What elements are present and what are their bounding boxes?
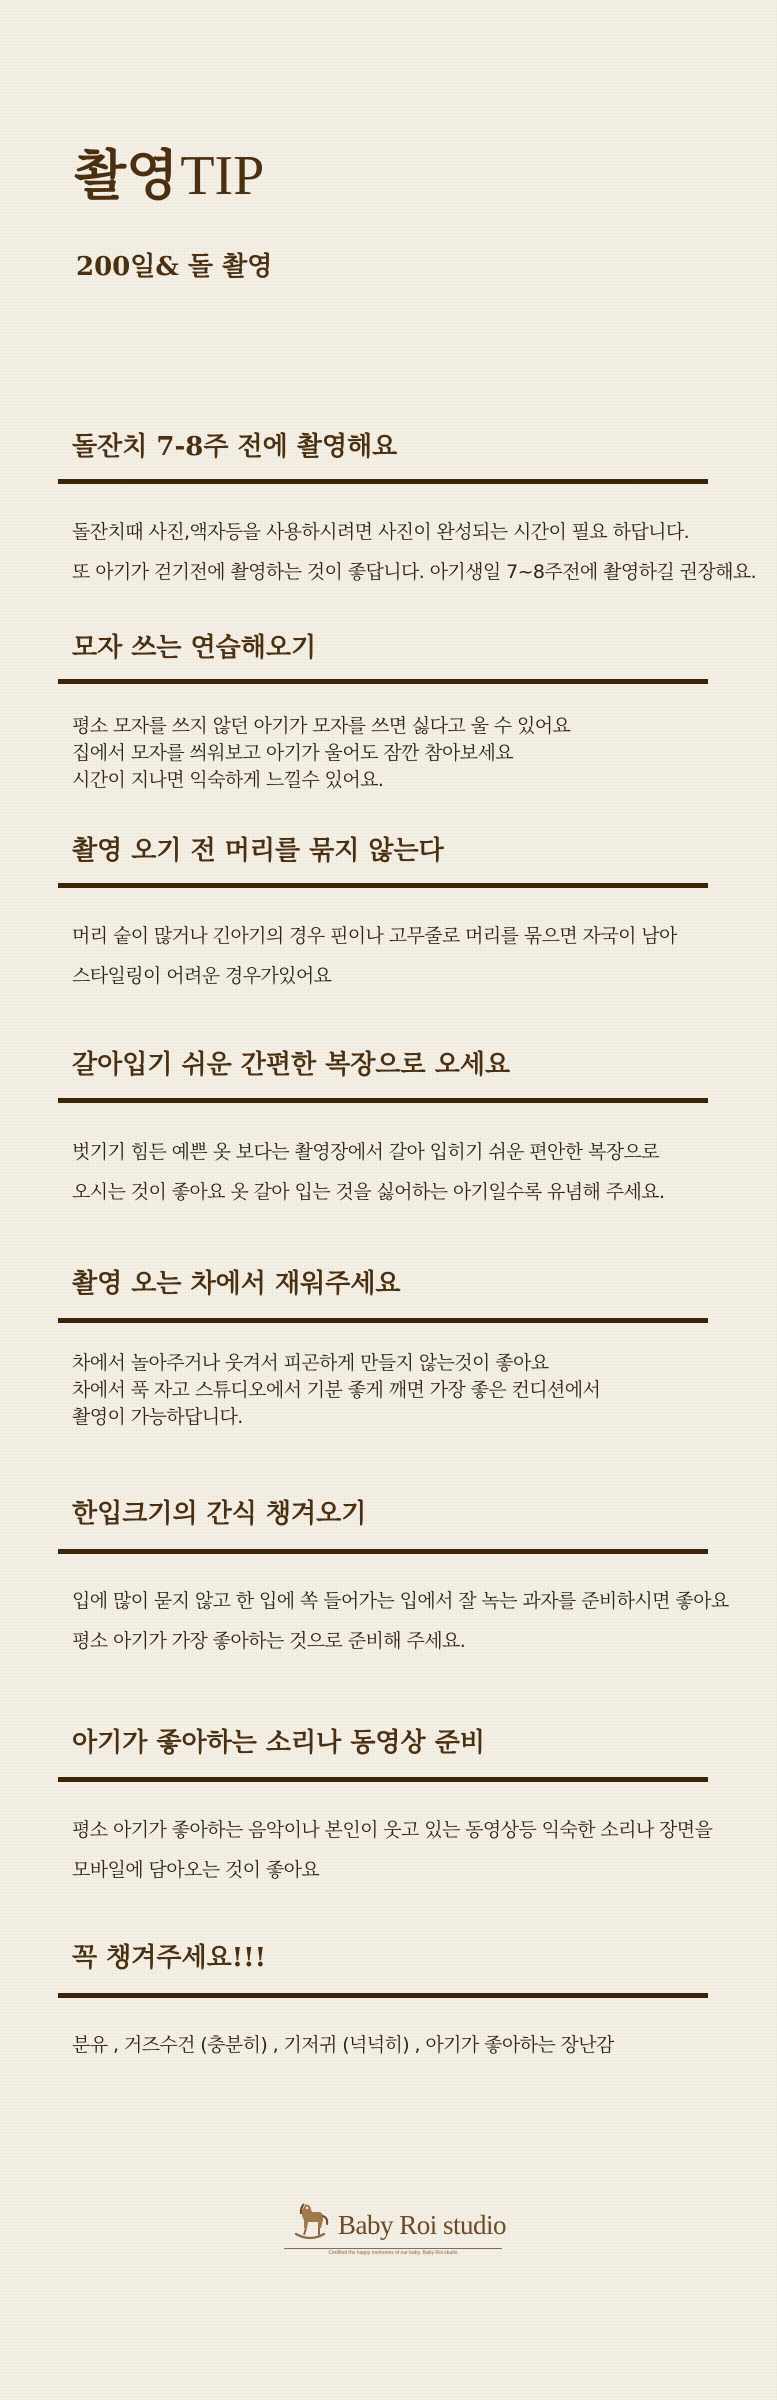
section-heading: 한입크기의 간식 챙겨오기 [72, 1499, 367, 1529]
body-line: 오시는 것이 좋아요 옷 갈아 입는 것을 싫어하는 아기일수록 유념해 주세요. [72, 1181, 665, 1203]
section-body [72, 1350, 772, 1431]
section-divider [58, 1549, 708, 1554]
section-body [72, 1810, 772, 1890]
section-divider [58, 1993, 708, 1998]
section-body [72, 1581, 772, 1661]
body-line: 차에서 푹 자고 스튜디오에서 기분 좋게 깨면 가장 좋은 컨디션에서 [72, 1379, 601, 1401]
section-body [72, 713, 772, 794]
section-heading: 촬영 오기 전 머리를 묶지 않는다 [72, 836, 444, 866]
logo-divider [284, 2248, 502, 2249]
section-heading: 촬영 오는 차에서 재워주세요 [72, 1269, 401, 1299]
section-body [72, 2025, 772, 2065]
body-line: 촬영이 가능하답니다. [72, 1406, 243, 1428]
section-body [72, 916, 772, 996]
section-divider [58, 883, 708, 888]
body-line: 분유 , 거즈수건 (충분히) , 기저귀 (넉넉히) , 아기가 좋아하는 장난감 [72, 2034, 614, 2056]
section-divider [58, 479, 708, 484]
body-line: 스타일링이 어려운 경우가있어요 [72, 965, 332, 987]
body-line: 집에서 모자를 씌워보고 아기가 울어도 잠깐 참아보세요 [72, 742, 513, 764]
page-subtitle: 200일& 돌 촬영 [76, 252, 273, 282]
body-line: 모바일에 담아오는 것이 좋아요 [72, 1859, 320, 1881]
section-divider [58, 1098, 708, 1103]
section-divider [58, 1777, 708, 1782]
page-title-main: 촬영 [74, 143, 179, 207]
body-line: 차에서 놀아주거나 웃겨서 피곤하게 만들지 않는것이 좋아요 [72, 1352, 549, 1374]
section-heading: 꼭 챙겨주세요!!! [72, 1943, 266, 1973]
body-line: 평소 아기가 좋아하는 음악이나 본인이 웃고 있는 동영상등 익숙한 소리나 장면을 [72, 1819, 713, 1841]
page-title-tip: TIP [180, 145, 265, 207]
body-line: 머리 숱이 많거나 긴아기의 경우 핀이나 고무줄로 머리를 묶으면 자국이 남아 [72, 925, 677, 947]
section-divider [58, 1318, 708, 1323]
body-line: 평소 모자를 쓰지 않던 아기가 모자를 쓰면 싫다고 울 수 있어요 [72, 715, 571, 737]
section-divider [58, 679, 708, 684]
body-line: 평소 아기가 가장 좋아하는 것으로 준비해 주세요. [72, 1630, 466, 1652]
section-heading: 갈아입기 쉬운 간편한 복장으로 오세요 [72, 1050, 511, 1080]
body-line: 또 아기가 걷기전에 촬영하는 것이 좋답니다. 아기생일 7~8주전에 촬영하길 권장해요. [72, 561, 757, 583]
section-body [72, 1132, 772, 1212]
body-line: 시간이 지나면 익숙하게 느낄수 있어요. [72, 769, 384, 791]
section-heading: 아기가 좋아하는 소리나 동영상 준비 [72, 1728, 485, 1758]
body-line: 벗기기 힘든 예쁜 옷 보다는 촬영장에서 갈아 입히기 쉬운 편안한 복장으로 [72, 1141, 660, 1163]
body-line: 입에 많이 묻지 않고 한 입에 쏙 들어가는 입에서 잘 녹는 과자를 준비하시면 좋아요 [72, 1590, 729, 1612]
studio-logo [280, 2198, 505, 2260]
rocking-horse-icon [290, 2198, 330, 2242]
body-line: 돌잔치때 사진,액자등을 사용하시려면 사진이 완성되는 시간이 필요 하답니다. [72, 521, 690, 543]
section-heading: 돌잔치 7-8주 전에 촬영해요 [72, 432, 398, 462]
section-heading: 모자 쓰는 연습해오기 [72, 633, 317, 663]
page-title [74, 143, 265, 207]
logo-name: Baby Roi studio [338, 2210, 507, 2240]
logo-tagline: Certified the happy memories of our baby. Baby Roi studio [328, 2250, 458, 2256]
section-body [72, 512, 772, 592]
